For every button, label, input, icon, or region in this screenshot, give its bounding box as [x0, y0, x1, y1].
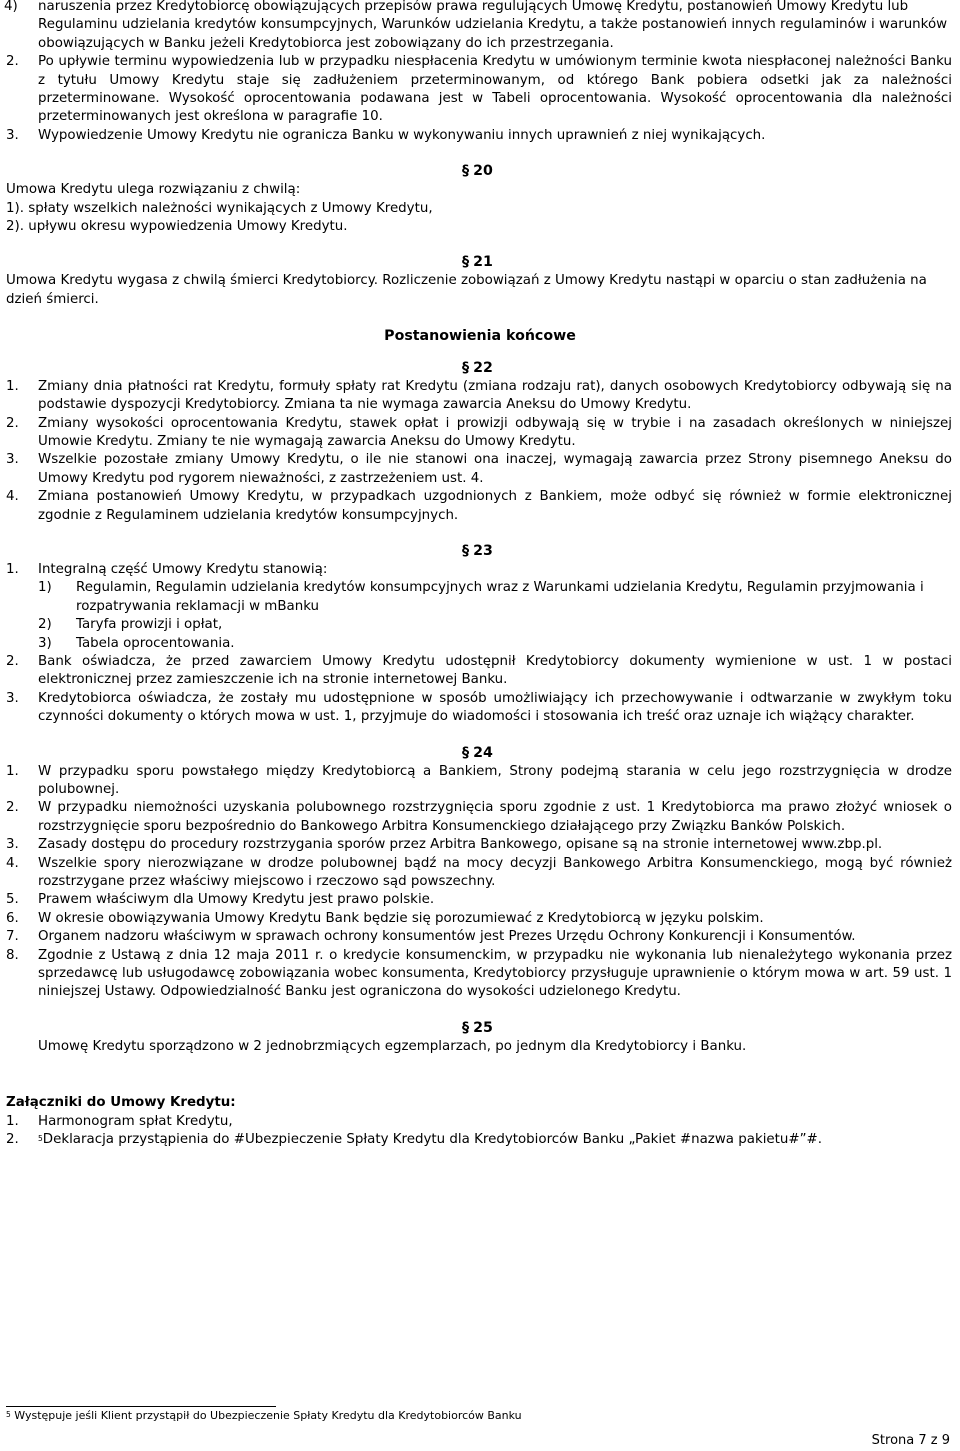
- attachment-item: [0, 1131, 960, 1149]
- list-item: [0, 763, 960, 800]
- list-item: [0, 947, 960, 1002]
- item-number: 6.: [6, 910, 19, 926]
- list-item: [0, 799, 960, 836]
- section-title-20: [462, 161, 960, 181]
- attachment-text: Deklaracja przystąpienia do #Ubezpieczenie Spłaty Kredytu dla Kredytobiorców Banku „Pakiet #nazwa pakietu#”#.: [42, 1132, 823, 1148]
- section-sign: §: [462, 254, 470, 271]
- footnote-ref: 5: [38, 1134, 43, 1144]
- item-text: Zmiana postanowień Umowy Kredytu, w przypadkach uzgodnionych z Bankiem, może odbyć się również w formie elektronicznej zgodnie z Regulaminem udzielania kredytów konsumpcyjnych.: [38, 489, 952, 523]
- list-item: [0, 836, 960, 854]
- list-item: [0, 910, 960, 928]
- item-text: Wszelkie spory nierozwiązane w drodze polubownej bądź na mocy decyzji Bankowego Arbitra Konsumenckiego, mogą być również rozstrzygane przez właściwy miejscowo i rzeczowo sąd powszechny.: [38, 855, 952, 890]
- list-item: [6, 218, 952, 236]
- sub-item-text: Regulamin, Regulamin udzielania kredytów konsumpcyjnych wraz z Warunkami udzielania Kredytu, Regulamin przyjmowania i rozpatrywania reklamacji w mBanku: [76, 580, 924, 614]
- item-text: Wypowiedzenie Umowy Kredytu nie ogranicza Banku w wykonywaniu innych uprawnień z niej wynikających.: [38, 127, 766, 143]
- item-number: 7.: [6, 929, 19, 945]
- list-item: [0, 415, 960, 452]
- list-item: [0, 127, 960, 145]
- page-number: Strona 7 z 9: [871, 1433, 950, 1448]
- sub-list-item: [0, 616, 960, 634]
- section-number: 23: [473, 542, 493, 559]
- list-item: [0, 928, 960, 946]
- item-text: Zasady dostępu do procedury rozstrzygania sporów przez Arbitra Bankowego, opisane są na stronie internetowej www.zbp.pl.: [38, 837, 883, 853]
- item-text: Po upływie terminu wypowiedzenia lub w przypadku niespłacenia Kredytu w umówionym terminie kwota niespłaconej należności Banku z tytułu Umowy Kredytu staje się zadłużeniem przeterminowanym, od którego Bank pobiera odsetki jak za należności przeterminowane. Wysokość oprocentowania podawana jest w Tabeli oprocentowania. Wysokość oprocentowania dla należności przeterminowanych jest określona w paragrafie 10.: [38, 54, 952, 125]
- item-number: 2.: [6, 54, 19, 70]
- section-sign: §: [462, 359, 470, 376]
- item-number: 4.: [6, 489, 19, 505]
- section-text: Umowę Kredytu sporządzono w 2 jednobrzmiących egzemplarzach, po jednym dla Kredytobiorcy i Banku.: [38, 1038, 747, 1054]
- section-number: 25: [473, 1019, 493, 1036]
- item-number: 3.: [6, 837, 19, 853]
- item-number: 2).: [6, 219, 25, 235]
- list-item: [0, 561, 960, 579]
- item-number: 3.: [6, 127, 19, 143]
- list-item: [0, 53, 960, 127]
- item-number: 4.: [6, 855, 19, 871]
- list-item: [0, 0, 960, 53]
- list-item: [0, 855, 960, 892]
- item-number: 3.: [6, 690, 19, 706]
- section-title-24: [462, 743, 960, 763]
- item-text: spłaty wszelkich należności wynikających z Umowy Kredytu,: [28, 200, 433, 216]
- footnote-divider: [6, 1406, 276, 1407]
- item-text: Bank oświadcza, że przed zawarciem Umowy Kredytu udostępnił Kredytobiorcy dokumenty wymienione w ust. 1 w postaci elektronicznej przez zamieszczenie ich na stronie internetowej Banku.: [38, 653, 952, 688]
- footnote-marker: 5: [6, 1410, 11, 1419]
- footnote: [6, 1409, 522, 1423]
- item-text: W przypadku niemożności uzyskania polubownego rozstrzygnięcia sporu zgodnie z ust. 1 Kredytobiorca ma prawo złożyć wniosek o rozstrzygnięcie sporu bezpośrednio do Bankowego Arbitra Konsumenckiego działającego przy Związku Banków Polskich.: [38, 800, 952, 834]
- list-item: [0, 488, 960, 525]
- section-sign: §: [462, 1019, 470, 1036]
- section-number: 24: [473, 744, 493, 761]
- item-number: 3.: [6, 452, 19, 468]
- final-provisions-heading: Postanowienia końcowe: [384, 328, 576, 345]
- item-text: Kredytobiorca oświadcza, że zostały mu udostępnione w sposób umożliwiający ich przechowywanie i odtwarzanie w zwykłym toku czynności dokumenty o których mowa w ust. 1, przyjmuje do wiadomości i stosowania ich treść oraz uznaje ich wiążący charakter.: [38, 690, 952, 725]
- section-lead: Umowa Kredytu ulega rozwiązaniu z chwilą:: [6, 182, 301, 198]
- item-number: 1.: [6, 561, 19, 577]
- section-sign: §: [462, 163, 470, 180]
- item-text: naruszenia przez Kredytobiorcę obowiązujących przepisów prawa regulujących Umowę Kredytu, postanowień Umowy Kredytu lub Regulaminu udzielania kredytów konsumpcyjnych, Warunków udzielania Kredytu, a także postanowień innych regulaminów i warunków obowiązujących w Banku jeżeli Kredytobiorca jest zobowiązany do ich przestrzegania.: [38, 0, 948, 51]
- list-item: [0, 690, 960, 727]
- section-sign: §: [462, 744, 470, 761]
- list-item: [0, 891, 960, 909]
- sub-item-text: Taryfa prowizji i opłat,: [76, 617, 223, 633]
- item-text: Prawem właściwym dla Umowy Kredytu jest prawo polskie.: [38, 892, 435, 908]
- attachment-item: [0, 1113, 960, 1131]
- item-text: Harmonogram spłat Kredytu,: [38, 1113, 233, 1129]
- item-text: W okresie obowiązywania Umowy Kredytu Bank będzie się porozumiewać z Kredytobiorcą w języku polskim.: [38, 910, 764, 926]
- section-title-25: [462, 1018, 960, 1038]
- section-number: 21: [473, 254, 493, 271]
- item-number: 2.: [6, 653, 19, 669]
- item-text: Organem nadzoru właściwym w sprawach ochrony konsumentów jest Prezes Urzędu Ochrony Konkurencji i Konsumentów.: [38, 929, 856, 945]
- item-text: [38, 1131, 952, 1149]
- list-item: [0, 653, 960, 690]
- item-text: Zmiany dnia płatności rat Kredytu, formuły spłaty rat Kredytu (zmiana rodzaju rat), danych osobowych Kredytobiorcy odbywają się na podstawie dyspozycji Kredytobiorcy. Zmiana ta nie wymaga zawarcia Aneksu do Umowy Kredytu.: [38, 378, 952, 413]
- section-number: 22: [473, 359, 493, 376]
- item-text: Zgodnie z Ustawą z dnia 12 maja 2011 r. o kredycie konsumenckim, w przypadku nie wykonania lub nienależytego wykonania przez sprzedawcę lub usługodawcę zobowiązania wobec konsumenta, Kredytobiorcy przysługuje uprawnienie o którym mowa w art. 59 ust. 1 niniejszej Ustawy. Odpowiedzialność Banku jest ograniczona do wysokości udzielonego Kredytu.: [38, 947, 952, 1000]
- section-sign: §: [462, 542, 470, 559]
- sub-list-item: [0, 635, 960, 653]
- section-title-23: [462, 541, 960, 561]
- item-text: Zmiany wysokości oprocentowania Kredytu, stawek opłat i prowizji odbywają się w trybie i na zasadach określonych w niniejszej Umowie Kredytu. Zmiany te nie wymagają zawarcia Aneksu do Umowy Kredytu.: [38, 415, 952, 449]
- item-number: 4): [4, 0, 18, 14]
- item-number: 1.: [6, 378, 19, 394]
- section-number: 20: [473, 163, 493, 180]
- item-number: 8.: [6, 947, 19, 963]
- section-title-21: [462, 252, 960, 272]
- item-number: 1.: [6, 763, 19, 779]
- item-number: 2.: [6, 1132, 19, 1148]
- item-number: 2.: [6, 800, 19, 816]
- item-number: 1).: [6, 200, 25, 216]
- sub-item-number: 3): [38, 635, 52, 651]
- item-text: Integralną część Umowy Kredytu stanowią:: [38, 561, 328, 577]
- section-text: Umowa Kredytu wygasa z chwilą śmierci Kredytobiorcy. Rozliczenie zobowiązań z Umowy Kredytu nastąpi w oparciu o stan zadłużenia na dzień śmierci.: [6, 273, 927, 307]
- sub-item-number: 1): [38, 580, 52, 596]
- sub-item-text: Tabela oprocentowania.: [76, 635, 235, 651]
- footnote-text: Występuje jeśli Klient przystąpił do Ubezpieczenie Spłaty Kredytu dla Kredytobiorców Banku: [14, 1409, 522, 1422]
- item-text: W przypadku sporu powstałego między Kredytobiorcą a Bankiem, Strony podejmą starania w celu jego rozstrzygnięcia w drodze polubownej.: [38, 763, 952, 797]
- sub-list-item: [0, 579, 960, 616]
- list-item: [0, 451, 960, 488]
- list-item: [6, 200, 952, 218]
- attachments-title: Załączniki do Umowy Kredytu:: [6, 1095, 236, 1111]
- item-number: 1.: [6, 1113, 19, 1129]
- item-number: 2.: [6, 415, 19, 431]
- list-item: [0, 378, 960, 415]
- item-text: Wszelkie pozostałe zmiany Umowy Kredytu, o ile nie stanowi ona inaczej, wymagają zawarcia przez Strony pisemnego Aneksu do Umowy Kredytu pod rygorem nieważności, z zastrzeżeniem ust. 4.: [38, 452, 952, 486]
- item-text: upływu okresu wypowiedzenia Umowy Kredytu.: [28, 219, 348, 235]
- section-title-22: [462, 358, 960, 378]
- item-number: 5.: [6, 892, 19, 908]
- sub-item-number: 2): [38, 617, 52, 633]
